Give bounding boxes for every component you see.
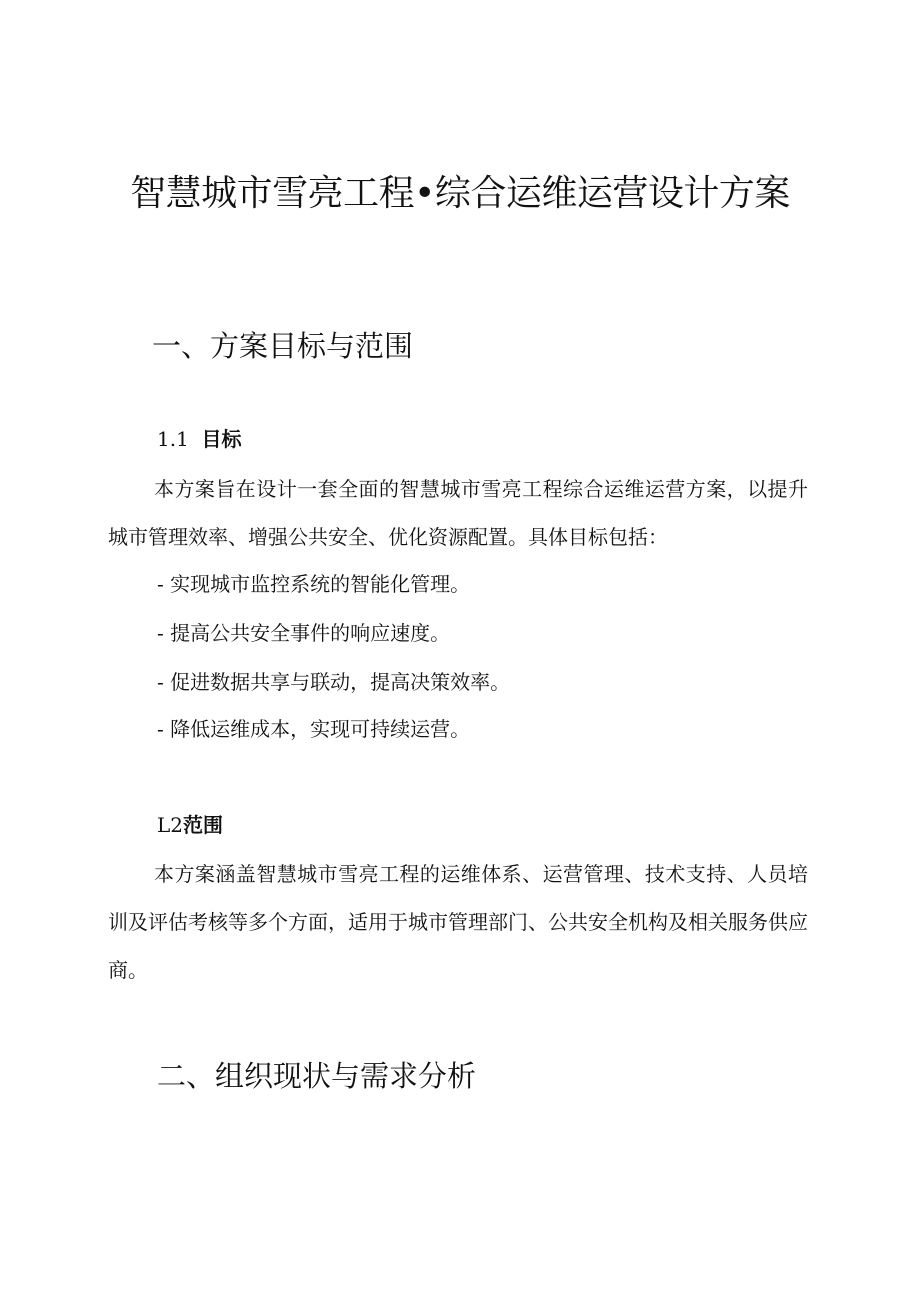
subsection-heading-1-2 [157,810,223,840]
goal-bullet-3: - 促进数据共享与联动，提高决策效率。 [157,670,511,694]
subsection-label: 目标 [201,427,242,451]
section-heading-2: 二、组织现状与需求分析 [157,1059,477,1093]
section-heading-1: 一、方案目标与范围 [152,329,414,363]
document-title: 智慧城市雪亮工程•综合运维运营设计方案 [130,173,790,214]
scope-paragraph: 本方案涵盖智慧城市雪亮工程的运维体系、运营管理、技术支持、人员培训及评估考核等多个方面，适用于城市管理部门、公共安全机构及相关服务供应商。 [108,862,808,982]
subsection-number: 1.1 [157,427,189,451]
goal-bullet-4: - 降低运维成本，实现可持续运营。 [157,717,471,741]
goal-bullet-1: - 实现城市监控系统的智能化管理。 [157,572,471,596]
goal-paragraph: 本方案旨在设计一套全面的智慧城市雪亮工程综合运维运营方案，以提升城市管理效率、增强公共安全、优化资源配置。具体目标包括： [108,477,808,549]
subsection-number: L2 [157,813,184,837]
goal-bullet-2: - 提高公共安全事件的响应速度。 [157,621,451,645]
subsection-heading-1-1 [157,424,242,454]
subsection-label: 范围 [183,813,224,837]
